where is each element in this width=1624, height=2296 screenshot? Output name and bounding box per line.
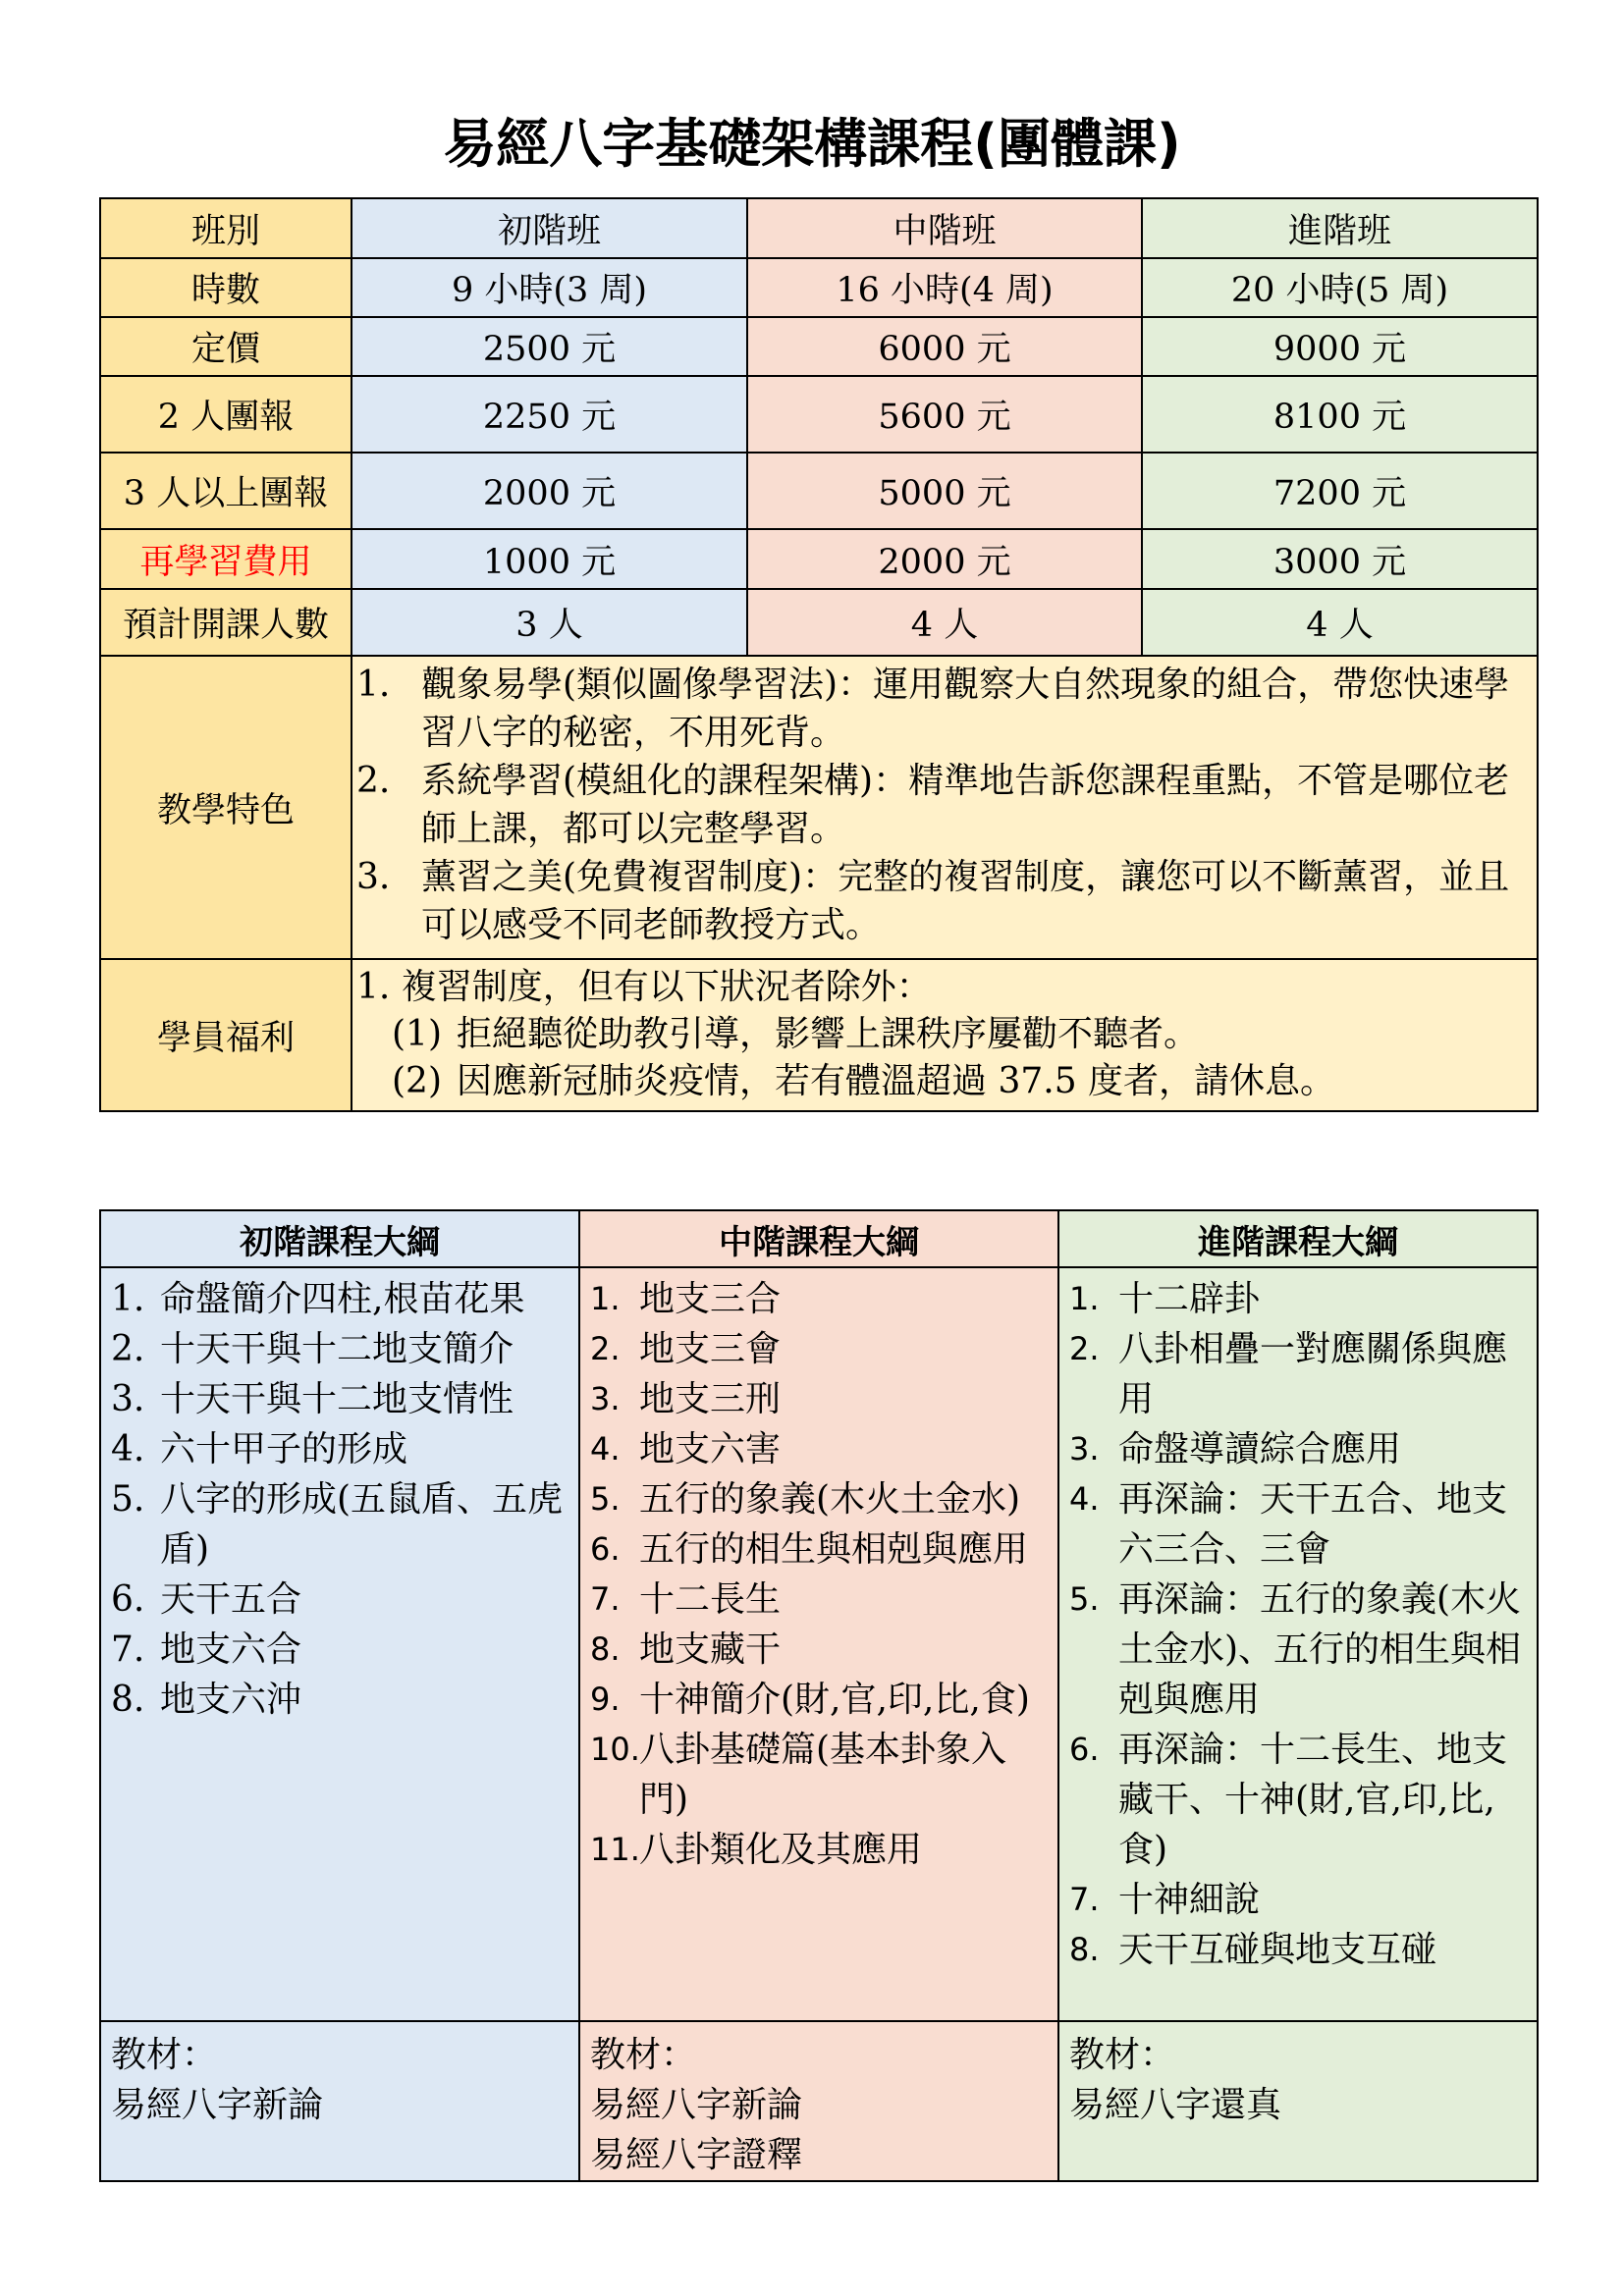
outline-item [1069,1925,1531,1975]
outline-item [1069,1474,1531,1575]
basic-value: 9 小時(3 周) [352,258,747,317]
outline-item-text: 再深論：十二長生、地支藏干、十神(財,官,印,比,食) [1118,1730,1508,1870]
outline-item [111,1474,572,1575]
basic-syllabus-list [100,1267,579,2021]
outline-item-text: 天干五合 [160,1579,302,1620]
advanced-value: 9000 元 [1142,317,1538,376]
basic-value: 2250 元 [352,376,747,453]
middle-syllabus-header: 中階課程大綱 [579,1210,1058,1267]
outline-item [1069,1274,1531,1324]
feature-item [356,757,1529,853]
outline-item [111,1575,572,1625]
outline-item-text: 命盤導讀綜合應用 [1118,1429,1402,1469]
outline-item [111,1324,572,1374]
advanced-syllabus-header: 進階課程大綱 [1058,1210,1538,1267]
outline-item [111,1274,572,1324]
middle-value: 4 人 [747,589,1142,656]
outline-item-text: 十神細說 [1118,1880,1261,1920]
middle-value: 5600 元 [747,376,1142,453]
outline-item-number: 4. [590,1430,621,1468]
material-book: 易經八字新論 [590,2085,803,2125]
feature-text: 系統學習(模組化的課程架構)：精準地告訴您課程重點，不管是哪位老師上課，都可以完整學習。 [421,761,1510,849]
advanced-outline [1069,1274,1531,1975]
features-content [352,656,1538,959]
middle-value: 16 小時(4 周) [747,258,1142,317]
outline-item-number: 5. [590,1480,621,1518]
outline-item-number: 1. [1069,1280,1100,1317]
outline-item-number: 6. [111,1579,145,1620]
row-label: 預計開課人數 [100,589,352,656]
two-person-row [100,376,1538,453]
outline-item-text: 再深論：五行的象義(木火土金水)、五行的相生與相剋與應用 [1118,1579,1522,1720]
benefits-row [100,959,1538,1111]
outline-item-text: 五行的相生與相剋與應用 [639,1529,1029,1570]
basic-value: 3 人 [352,589,747,656]
outline-item [111,1424,572,1474]
benefit-sub-number: (1) [392,1014,442,1054]
advanced-value: 4 人 [1142,589,1538,656]
features-label: 教學特色 [100,656,352,959]
outline-item-number: 3. [1069,1430,1100,1468]
advanced-value: 7200 元 [1142,453,1538,529]
outline-item [590,1374,1052,1424]
outline-item-text: 天干互碰與地支互碰 [1118,1930,1437,1970]
outline-item-text: 地支三合 [639,1279,782,1319]
outline-item-number: 3. [111,1379,145,1419]
pricing-header-row [100,198,1538,258]
row-label: 2 人團報 [100,376,352,453]
outline-item-number: 8. [590,1630,621,1668]
outline-item [590,1324,1052,1374]
pricing-table [99,197,1539,1112]
outline-item-text: 再深論：天干五合、地支六三合、三會 [1118,1479,1508,1570]
advanced-value: 3000 元 [1142,529,1538,589]
benefit-main: 1. 複習制度，但有以下狀況者除外： [356,967,932,1007]
outline-item [1069,1725,1531,1875]
middle-value: 5000 元 [747,453,1142,529]
outline-item-number: 7. [1069,1881,1100,1918]
outline-item-number: 7. [590,1580,621,1618]
outline-item-text: 八卦基礎篇(基本卦象入門) [639,1730,1007,1820]
outline-item [590,1424,1052,1474]
outline-item-text: 十天干與十二地支簡介 [160,1329,514,1369]
feature-number: 2. [356,761,391,801]
outline-item [111,1675,572,1725]
three-plus-row [100,453,1538,529]
material-book: 易經八字還真 [1069,2085,1282,2125]
outline-item [590,1524,1052,1575]
outline-item-number: 5. [1069,1580,1100,1618]
outline-item-text: 八卦類化及其應用 [639,1830,923,1870]
basic-outline [111,1274,572,1725]
outline-item-number: 2. [111,1329,145,1369]
outline-item-text: 地支六害 [639,1429,782,1469]
benefits-content [352,959,1538,1111]
middle-value: 2000 元 [747,529,1142,589]
outline-item-text: 命盤簡介四柱,根苗花果 [160,1279,525,1319]
outline-item [1069,1324,1531,1424]
outline-item-number: 1. [590,1280,621,1317]
outline-item [590,1575,1052,1625]
middle-value: 6000 元 [747,317,1142,376]
header-middle: 中階班 [747,198,1142,258]
benefit-sub-text: 拒絕聽從助教引導，影響上課秩序屢勸不聽者。 [457,1014,1200,1054]
outline-item-text: 地支六合 [160,1629,302,1670]
materials-label: 教材： [1069,2035,1176,2075]
outline-item-number: 3. [590,1380,621,1417]
outline-item-text: 地支三會 [639,1329,782,1369]
outline-item-number: 10. [590,1731,640,1768]
outline-item-number: 5. [111,1479,145,1520]
outline-item [590,1625,1052,1675]
benefits-label: 學員福利 [100,959,352,1111]
outline-item-number: 8. [1069,1931,1100,1968]
features-row [100,656,1538,959]
basic-value: 2000 元 [352,453,747,529]
benefit-sub-item [356,1058,1529,1105]
outline-item [1069,1875,1531,1925]
outline-item-text: 八字的形成(五鼠盾、五虎盾) [160,1479,564,1570]
outline-item [111,1374,572,1424]
outline-item [590,1274,1052,1324]
middle-materials [579,2021,1058,2181]
outline-item-text: 十神簡介(財,官,印,比,食) [639,1680,1030,1720]
syllabus-table [99,1209,1539,2182]
outline-item [590,1675,1052,1725]
outline-item [111,1625,572,1675]
header-advanced: 進階班 [1142,198,1538,258]
outline-item [590,1825,1052,1875]
outline-item-number: 2. [1069,1330,1100,1367]
outline-item-number: 7. [111,1629,145,1670]
middle-outline [590,1274,1052,1875]
feature-number: 1. [356,665,391,705]
feature-text: 薰習之美(免費複習制度)：完整的複習制度，讓您可以不斷薰習，並且可以感受不同老師教授方式。 [421,857,1510,945]
benefit-sub-item [356,1011,1529,1058]
outline-item-number: 11. [590,1831,640,1868]
basic-value: 2500 元 [352,317,747,376]
row-label: 時數 [100,258,352,317]
basic-materials [100,2021,579,2181]
advanced-value: 8100 元 [1142,376,1538,453]
relearn-row [100,529,1538,589]
outline-item [590,1725,1052,1825]
outline-item-number: 1. [111,1279,145,1319]
feature-text: 觀象易學(類似圖像學習法)：運用觀察大自然現象的組合，帶您快速學習八字的秘密，不用死背。 [421,665,1510,753]
advanced-materials [1058,2021,1538,2181]
benefit-sub-number: (2) [392,1061,442,1101]
materials-label: 教材： [111,2035,218,2075]
row-label: 定價 [100,317,352,376]
row-label: 3 人以上團報 [100,453,352,529]
middle-syllabus-list [579,1267,1058,2021]
header-class-label: 班別 [100,198,352,258]
materials-label: 教材： [590,2035,697,2075]
outline-item-text: 十天干與十二地支情性 [160,1379,514,1419]
hours-row [100,258,1538,317]
feature-item [356,853,1529,949]
outline-item-text: 六十甲子的形成 [160,1429,408,1469]
outline-item-text: 十二長生 [639,1579,782,1620]
outline-item-text: 地支六沖 [160,1680,302,1720]
outline-item-text: 地支三刑 [639,1379,782,1419]
basic-value: 1000 元 [352,529,747,589]
outline-item [1069,1575,1531,1725]
page-title: 易經八字基礎架構課程(團體課) [443,113,1181,175]
header-basic: 初階班 [352,198,747,258]
outline-item-number: 9. [590,1681,621,1718]
outline-item-text: 八卦相疊一對應關係與應用 [1118,1329,1508,1419]
class-size-row [100,589,1538,656]
outline-item-number: 6. [590,1530,621,1568]
outline-item-number: 4. [111,1429,145,1469]
basic-syllabus-header: 初階課程大綱 [100,1210,579,1267]
outline-item-number: 6. [1069,1731,1100,1768]
row-label-highlight: 再學習費用 [100,529,352,589]
outline-item-text: 十二辟卦 [1118,1279,1261,1319]
outline-item-number: 8. [111,1680,145,1720]
outline-item-number: 2. [590,1330,621,1367]
advanced-value: 20 小時(5 周) [1142,258,1538,317]
outline-item-number: 4. [1069,1480,1100,1518]
advanced-syllabus-list [1058,1267,1538,2021]
price-row [100,317,1538,376]
outline-item-text: 地支藏干 [639,1629,782,1670]
outline-item [1069,1424,1531,1474]
benefit-sub-text: 因應新冠肺炎疫情，若有體溫超過 37.5 度者，請休息。 [457,1061,1336,1101]
feature-item [356,661,1529,757]
material-book: 易經八字新論 [111,2085,324,2125]
outline-item [590,1474,1052,1524]
outline-item-text: 五行的象義(木火土金水) [639,1479,1021,1520]
feature-number: 3. [356,857,391,897]
material-book: 易經八字證釋 [590,2135,803,2175]
